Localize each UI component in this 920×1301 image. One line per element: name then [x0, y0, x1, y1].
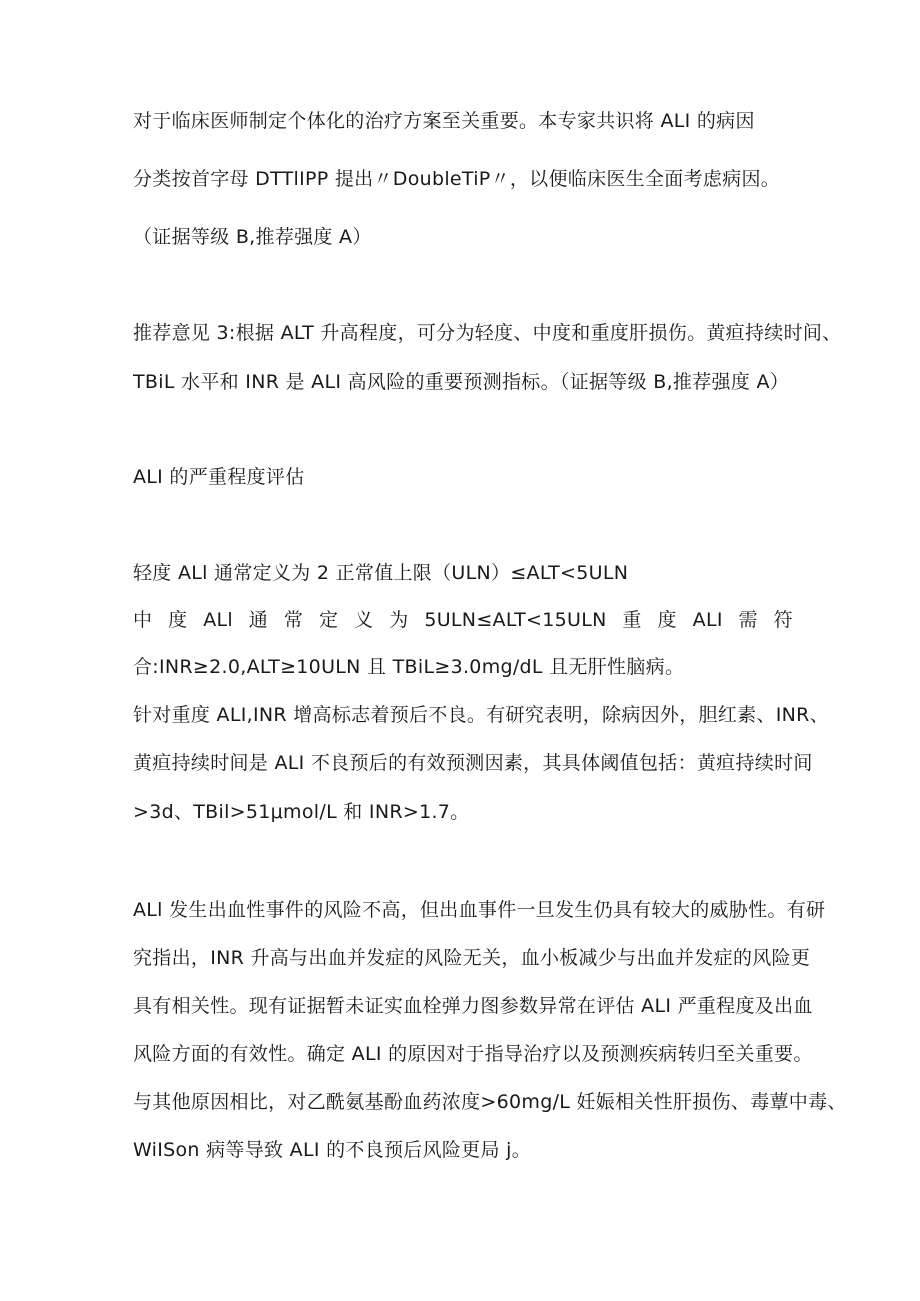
word: 符	[773, 609, 793, 631]
recommendation-3-line-1: 推荐意见 3:根据 ALT 升高程度，可分为轻度、中度和重度肝损伤。黄疸持续时间、	[133, 322, 842, 344]
word: 为	[389, 609, 409, 631]
paragraph-1-line-2: 分类按首字母 DTTlIPP 提出〃DoubleTiP〃，以便临床医生全面考虑病因。	[133, 168, 781, 190]
word: 5ULN≤ALT<15ULN	[424, 609, 607, 631]
bleeding-line-1: ALl 发生出血性事件的风险不高，但出血事件一旦发生仍具有较大的威胁性。有研	[133, 899, 826, 921]
recommendation-3-line-2: TBiL 水平和 INR 是 ALI 高风险的重要预测指标。（证据等级 B,推荐强度 A）	[133, 371, 790, 393]
severity-line-1: 轻度 ALl 通常定义为 2 正常值上限（ULN）≤ALT<5ULN	[133, 562, 629, 584]
word: 度	[657, 609, 677, 631]
section-heading: ALI 的严重程度评估	[133, 466, 305, 488]
severity-line-3: 合:INR≥2.0,ALT≥10ULN 且 TBiL≥3.0mg/dL 且无肝性脑病。	[133, 656, 685, 678]
severity-line-5: 黄疸持续时间是 ALI 不良预后的有效预测因素，其具体阈值包括：黄疸持续时间	[133, 752, 813, 774]
bleeding-line-4: 风险方面的有效性。确定 ALI 的原因对于指导治疗以及预测疾病转归至关重要。	[133, 1043, 813, 1065]
word: 需	[738, 609, 758, 631]
bleeding-line-2: 究指出，INR 升高与出血并发症的风险无关，血小板减少与出血并发症的风险更	[133, 947, 811, 969]
bleeding-line-6: WiISon 病等导致 ALI 的不良预后风险更局 j。	[133, 1139, 532, 1161]
word: 中	[133, 609, 153, 631]
word: 重	[622, 609, 642, 631]
word: ALl	[203, 609, 233, 631]
word: ALI	[692, 609, 723, 631]
bleeding-line-3: 具有相关性。现有证据暂未证实血栓弹力图参数异常在评估 ALI 严重程度及出血	[133, 995, 813, 1017]
word: 义	[354, 609, 374, 631]
paragraph-1-line-3: （证据等级 B,推荐强度 A）	[133, 226, 372, 248]
word: 定	[319, 609, 339, 631]
paragraph-1-line-1: 对于临床医师制定个体化的治疗方案至关重要。本专家共识将 ALI 的病因	[133, 110, 755, 132]
bleeding-line-5: 与其他原因相比，对乙酰氨基酚血药浓度>60mg∕L 妊娠相关性肝损伤、毒蕈中毒、	[133, 1091, 847, 1113]
severity-line-4: 针对重度 ALI,INR 增高标志着预后不良。有研究表明，除病因外，胆红素、INR、	[133, 704, 829, 726]
word: 度	[168, 609, 188, 631]
severity-line-6: >3d、TBil>51μmol∕L 和 INR>1.7。	[133, 801, 470, 823]
word: 通	[248, 609, 269, 631]
word: 常	[283, 609, 304, 631]
severity-line-2	[133, 607, 793, 633]
